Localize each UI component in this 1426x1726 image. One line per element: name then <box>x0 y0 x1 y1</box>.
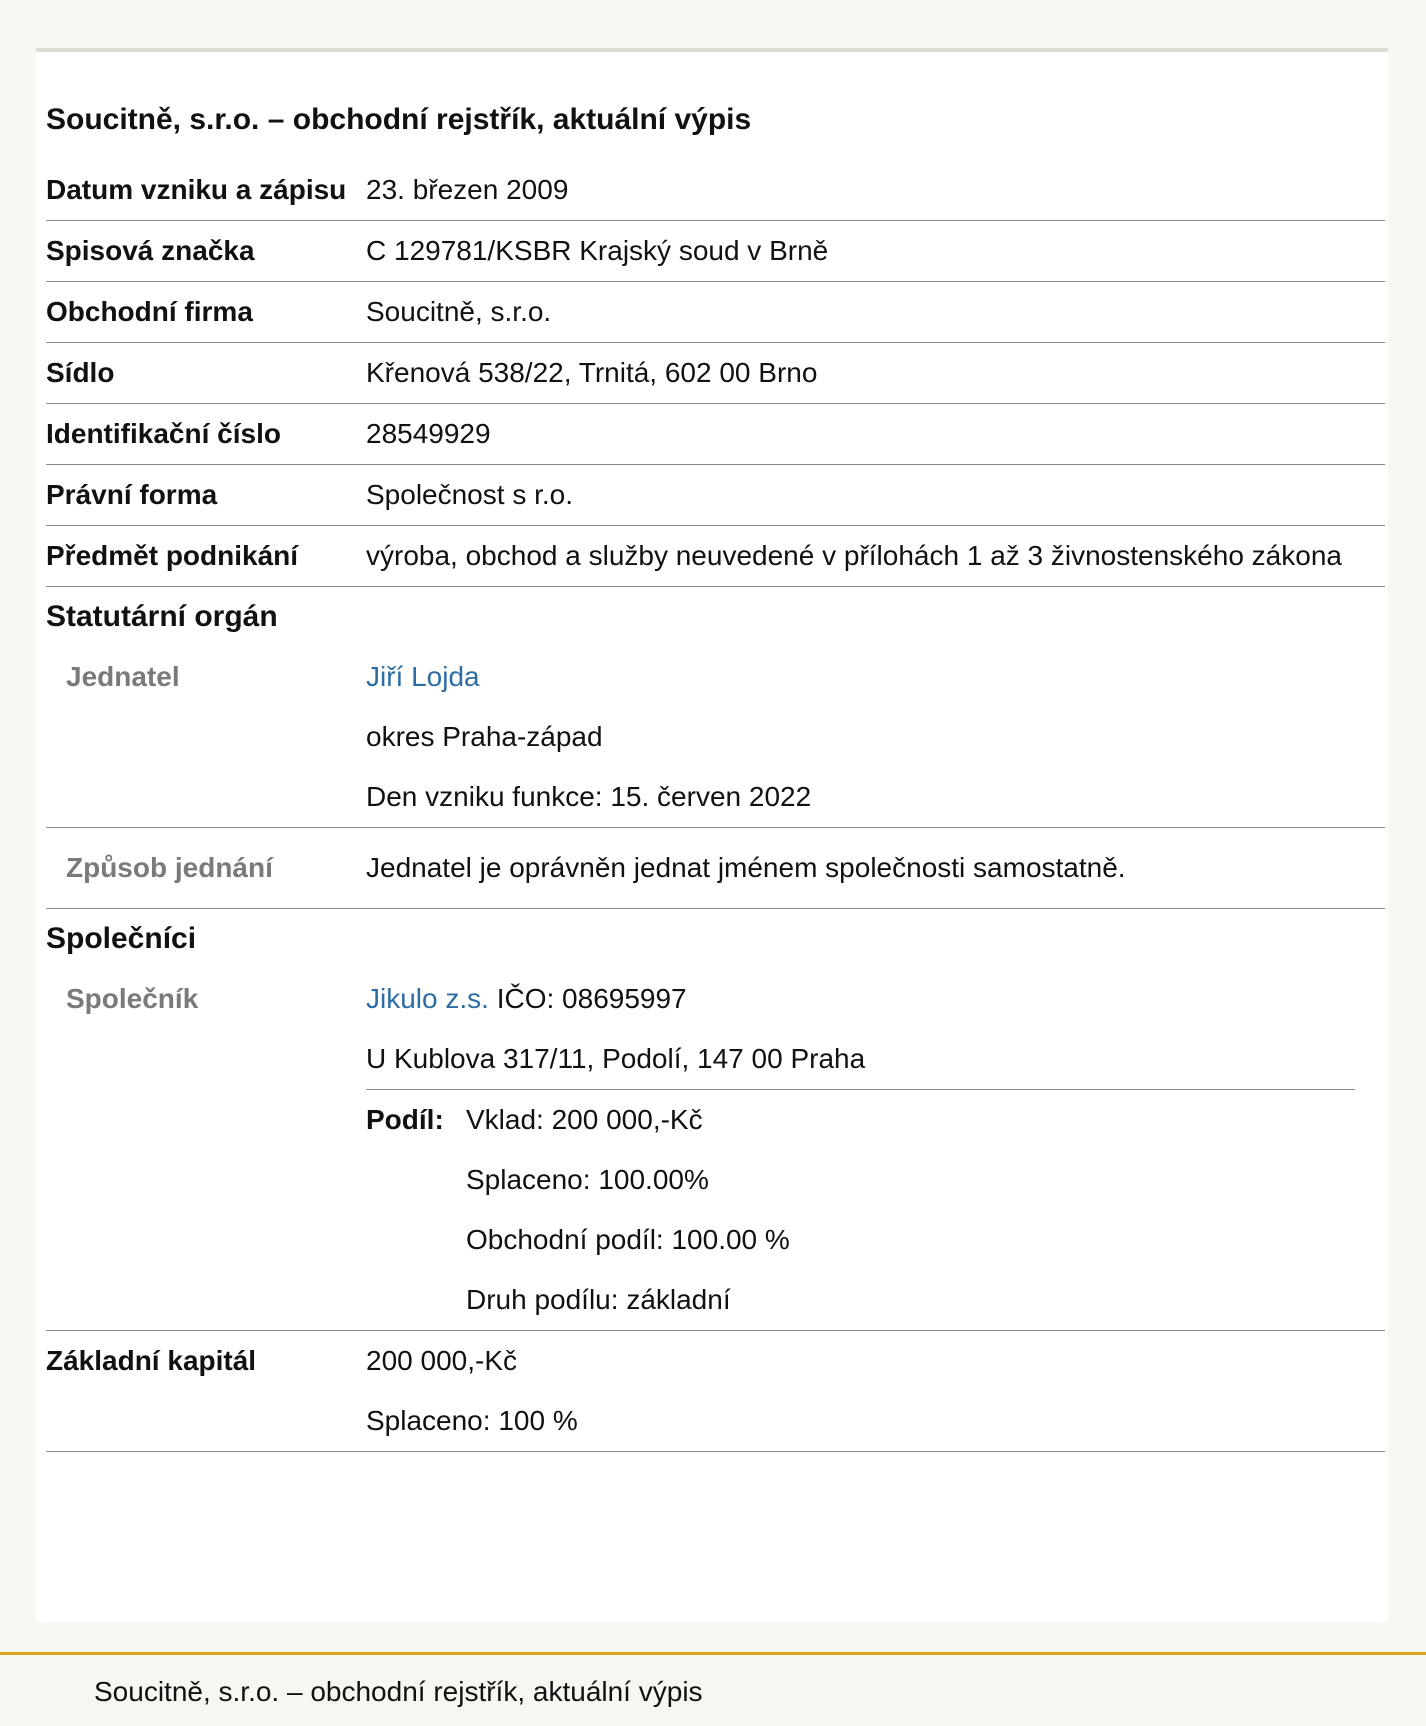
document-content <box>46 52 1385 1452</box>
label-jednatel: Jednatel <box>46 647 366 828</box>
podil-label: Podíl: <box>366 1104 444 1135</box>
label-sidlo: Sídlo <box>46 343 366 404</box>
row-zpusob-jednani <box>46 828 1385 909</box>
value-identifikacni-cislo: 28549929 <box>366 404 1385 465</box>
label-identifikacni-cislo: Identifikační číslo <box>46 404 366 465</box>
label-zpusob-jednani: Způsob jednání <box>46 828 366 909</box>
footer-divider <box>0 1652 1426 1655</box>
section-statutarni-organ <box>46 587 1385 648</box>
row-predmet-podnikani <box>46 526 1385 587</box>
value-sidlo: Křenová 538/22, Trnitá, 602 00 Brno <box>366 343 1385 404</box>
label-zakladni-kapital: Základní kapitál <box>46 1331 366 1452</box>
row-datum-vzniku <box>46 160 1385 221</box>
podil-druh: Druh podílu: základní <box>466 1284 731 1315</box>
jednatel-okres: okres Praha-západ <box>366 721 603 752</box>
value-predmet-podnikani: výroba, obchod a služby neuvedené v přílohách 1 až 3 živnostenského zákona <box>366 526 1385 587</box>
podil-obchodni-podil: Obchodní podíl: 100.00 % <box>466 1224 790 1255</box>
footer-title: Soucitně, s.r.o. – obchodní rejstřík, aktuální výpis <box>94 1676 703 1707</box>
label-spisova-znacka: Spisová značka <box>46 221 366 282</box>
document-card <box>36 48 1388 1622</box>
page-title: Soucitně, s.r.o. – obchodní rejstřík, aktuální výpis <box>46 103 752 136</box>
row-identifikacni-cislo <box>46 404 1385 465</box>
register-table <box>46 160 1385 1452</box>
value-spisova-znacka: C 129781/KSBR Krajský soud v Brně <box>366 221 1385 282</box>
spolecnik-name-link[interactable]: Jikulo z.s. <box>366 983 489 1014</box>
jednatel-name-link[interactable]: Jiří Lojda <box>366 661 480 692</box>
podil-splaceno: Splaceno: 100.00% <box>466 1164 709 1195</box>
value-pravni-forma: Společnost s r.o. <box>366 465 1385 526</box>
value-spolecnik <box>366 969 1385 1331</box>
label-pravni-forma: Právní forma <box>46 465 366 526</box>
value-datum-vzniku: 23. březen 2009 <box>366 160 1385 221</box>
value-zakladni-kapital <box>366 1331 1385 1452</box>
podil-vklad: Vklad: 200 000,-Kč <box>466 1104 703 1135</box>
kapital-value: 200 000,-Kč <box>366 1345 517 1376</box>
label-spolecnik: Společník <box>46 969 366 1331</box>
row-sidlo <box>46 343 1385 404</box>
label-obchodni-firma: Obchodní firma <box>46 282 366 343</box>
row-zakladni-kapital <box>46 1331 1385 1452</box>
row-jednatel <box>46 647 1385 828</box>
podil-values <box>466 1090 790 1330</box>
value-obchodni-firma: Soucitně, s.r.o. <box>366 282 1385 343</box>
heading-statutarni-organ: Statutární orgán <box>46 600 278 633</box>
podil-block <box>366 1089 1355 1330</box>
row-pravni-forma <box>46 465 1385 526</box>
label-predmet-podnikani: Předmět podnikání <box>46 526 366 587</box>
spolecnik-name-line <box>366 969 1385 1029</box>
kapital-splaceno: Splaceno: 100 % <box>366 1405 578 1436</box>
spolecnik-address: U Kublova 317/11, Podolí, 147 00 Praha <box>366 1043 866 1074</box>
section-spolecnici <box>46 909 1385 970</box>
jednatel-den-vzniku: Den vzniku funkce: 15. červen 2022 <box>366 781 812 812</box>
label-datum-vzniku: Datum vzniku a zápisu <box>46 160 366 221</box>
value-jednatel <box>366 647 1385 828</box>
value-zpusob-jednani: Jednatel je oprávněn jednat jménem společnosti samostatně. <box>366 828 1385 909</box>
spolecnik-ico: IČO: 08695997 <box>488 983 687 1014</box>
heading-spolecnici: Společníci <box>46 922 197 955</box>
row-spisova-znacka <box>46 221 1385 282</box>
row-obchodni-firma <box>46 282 1385 343</box>
row-spolecnik <box>46 969 1385 1331</box>
